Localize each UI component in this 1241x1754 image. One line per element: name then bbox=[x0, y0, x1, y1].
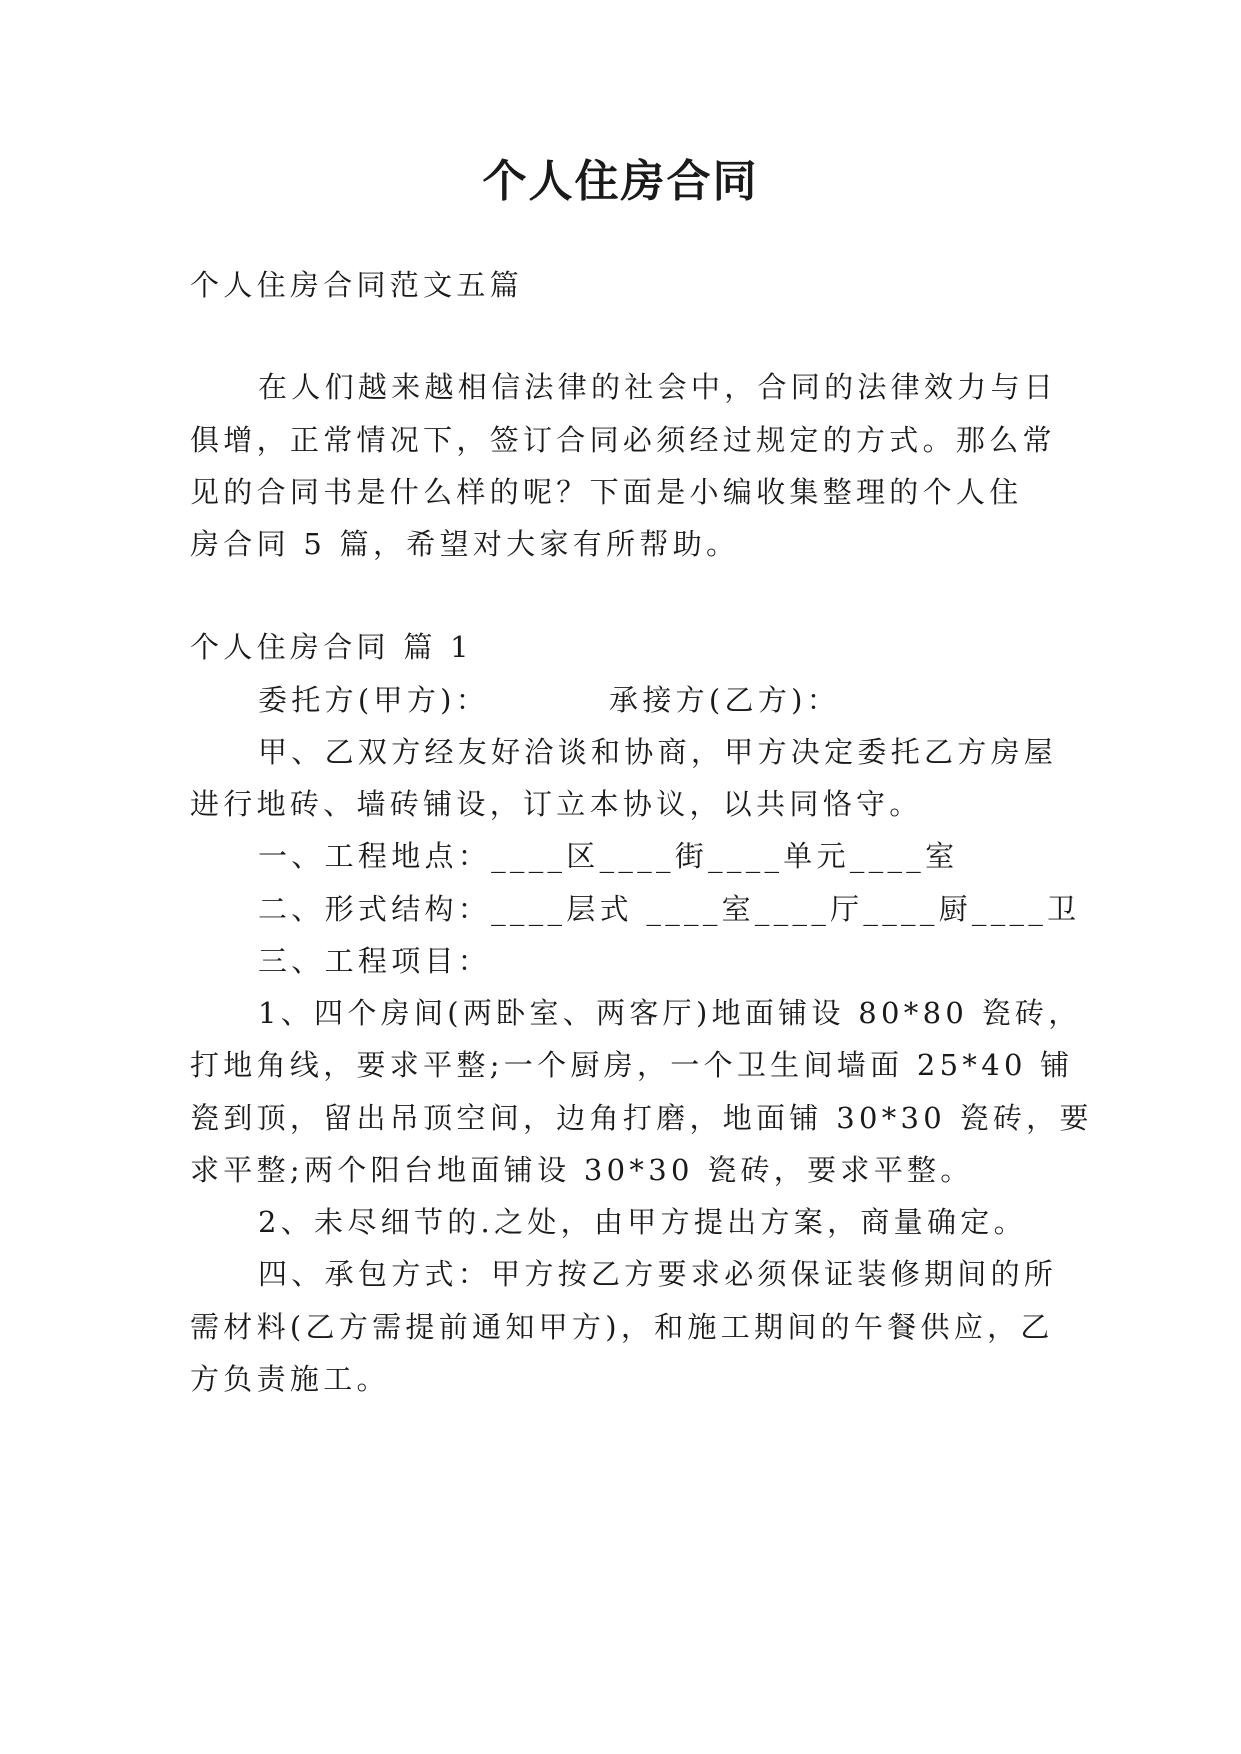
intro-line-2: 俱增，正常情况下，签订合同必须经过规定的方式。那么常 bbox=[190, 423, 1056, 457]
clause-4-line-3: 方负责施工。 bbox=[190, 1362, 390, 1396]
intro-line-3: 见的合同书是什么样的呢？下面是小编收集整理的个人住 bbox=[190, 475, 1023, 509]
document-subtitle: 个人住房合同范文五篇 bbox=[190, 268, 524, 302]
agreement-line-2: 进行地砖、墙砖铺设，订立本协议，以共同恪守。 bbox=[190, 787, 923, 821]
clause-structure: 二、形式结构：____层式 ____室____厅____厨____卫 bbox=[258, 892, 1081, 926]
intro-line-4: 房合同 5 篇，希望对大家有所帮助。 bbox=[190, 527, 740, 561]
clause-4-line-1: 四、承包方式：甲方按乙方要求必须保证装修期间的所 bbox=[258, 1257, 1058, 1291]
intro-line-1: 在人们越来越相信法律的社会中，合同的法律效力与日 bbox=[258, 370, 1058, 404]
clause-project: 三、工程项目： bbox=[258, 944, 492, 978]
item-1-line-2: 打地角线，要求平整;一个厨房，一个卫生间墙面 25*40 铺 bbox=[190, 1048, 1074, 1082]
item-1-line-1: 1、四个房间(两卧室、两客厅)地面铺设 80*80 瓷砖， bbox=[258, 996, 1082, 1030]
party-a-label: 委托方(甲方)： bbox=[258, 683, 490, 717]
clause-4-line-2: 需材料(乙方需提前通知甲方)，和施工期间的午餐供应，乙 bbox=[190, 1310, 1054, 1344]
clause-location: 一、工程地点：____区____街____单元____室 bbox=[258, 839, 959, 873]
item-2-line: 2、未尽细节的.之处，由甲方提出方案，商量确定。 bbox=[258, 1205, 1027, 1239]
parties-line bbox=[258, 680, 1060, 720]
item-1-line-3: 瓷到顶，留出吊顶空间，边角打磨，地面铺 30*30 瓷砖，要 bbox=[190, 1101, 1093, 1135]
document-title: 个人住房合同 bbox=[482, 156, 759, 207]
item-1-line-4: 求平整;两个阳台地面铺设 30*30 瓷砖，要求平整。 bbox=[190, 1153, 974, 1187]
section-heading: 个人住房合同 篇 1 bbox=[190, 630, 473, 664]
agreement-line-1: 甲、乙双方经友好洽谈和协商，甲方决定委托乙方房屋 bbox=[258, 735, 1058, 769]
party-b-label: 承接方(乙方)： bbox=[609, 683, 841, 717]
